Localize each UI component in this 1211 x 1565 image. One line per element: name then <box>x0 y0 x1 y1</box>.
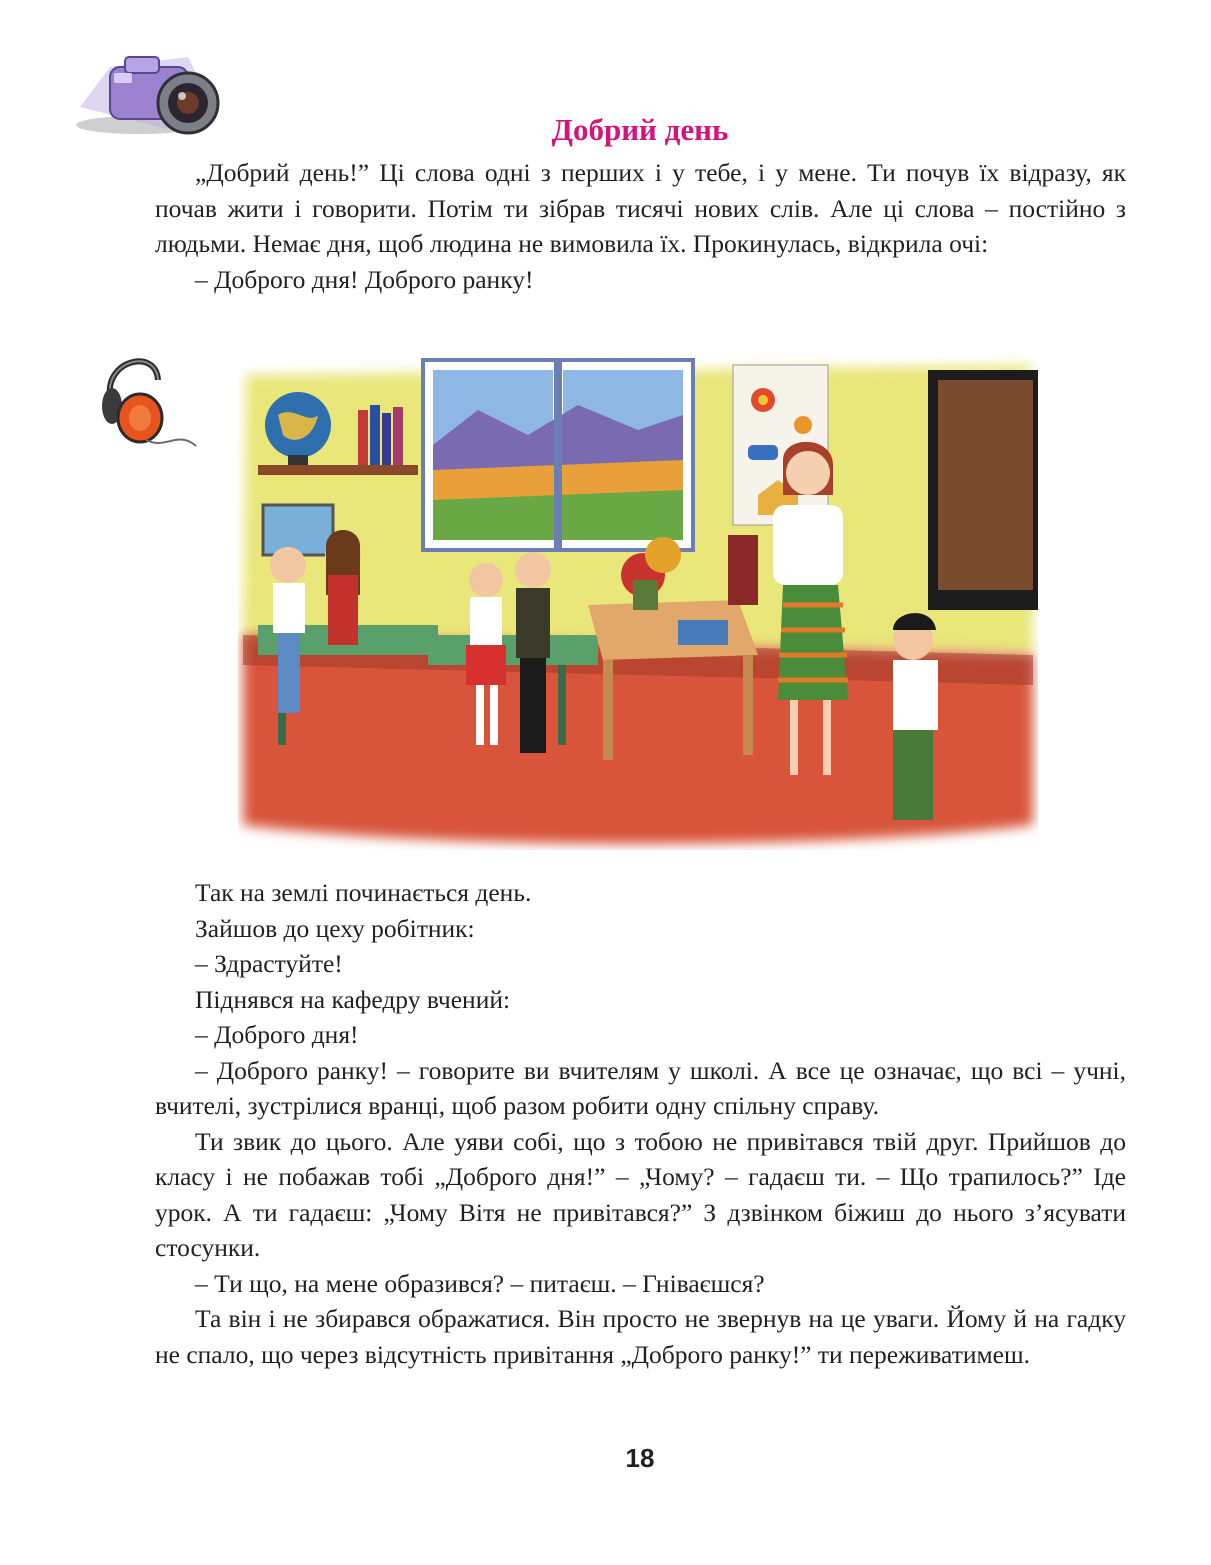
paragraph: – Доброго дня! <box>195 1020 359 1049</box>
paragraph: – Доброго дня! Доброго ранку! <box>195 264 534 294</box>
headphones-icon <box>96 350 211 455</box>
paragraph: Зайшов до цеху робітник: <box>195 913 475 943</box>
wall-picture <box>263 505 333 555</box>
classroom-illustration <box>238 355 1038 850</box>
paragraph: – Здрастуйте! <box>195 949 343 978</box>
paragraph: Ти звик до цього. Але уяви собі, що з тобою не привітався твій друг. Прийшов до класу і не побажав тобі „Доброго дня!” – „Чому? – гадаєш ти. – Що трапилось?” Іде урок. А ти гадаєш: „Чому Вітя не привітався?” З дзвінком біжиш до нього з’ясувати стосунки. <box>155 1126 1126 1262</box>
paragraph: Та він і не збирався ображатися. Він просто не звернув на це уваги. Йому й на гадку не спало, що через відсутність привітання „Доброго ранку!” ти переживатимеш. <box>155 1304 1126 1369</box>
page-title: Добрий день <box>551 112 729 147</box>
story-text <box>155 875 1126 1372</box>
page-number: 18 <box>625 1443 655 1473</box>
paragraph: Піднявся на кафедру вчений: <box>195 984 511 1014</box>
window-with-landscape <box>423 360 693 550</box>
blackboard <box>928 370 1038 610</box>
paragraph: „Добрий день!” Ці слова одні з перших і у тебе, і у мене. Ти почув їх відразу, як почав жити і говорити. Потім ти зібрав тисячі нових слів. Але ці слова – постійно з людьми. Немає дня, щоб людина не вимовила їх. Прокинулась, відкрила очі: <box>155 158 1126 258</box>
paragraph: – Доброго ранку! – говорите ви вчителям у школі. А все це означає, що всі – учні, вчителі, зустрілися вранці, щоб разом робити одну спільну справу. <box>155 1055 1126 1120</box>
paragraph: – Ти що, на мене образився? – питаєш. – Гніваєшся? <box>195 1268 765 1298</box>
paragraph: Так на землі починається день. <box>195 878 532 907</box>
intro-text <box>155 155 1126 297</box>
